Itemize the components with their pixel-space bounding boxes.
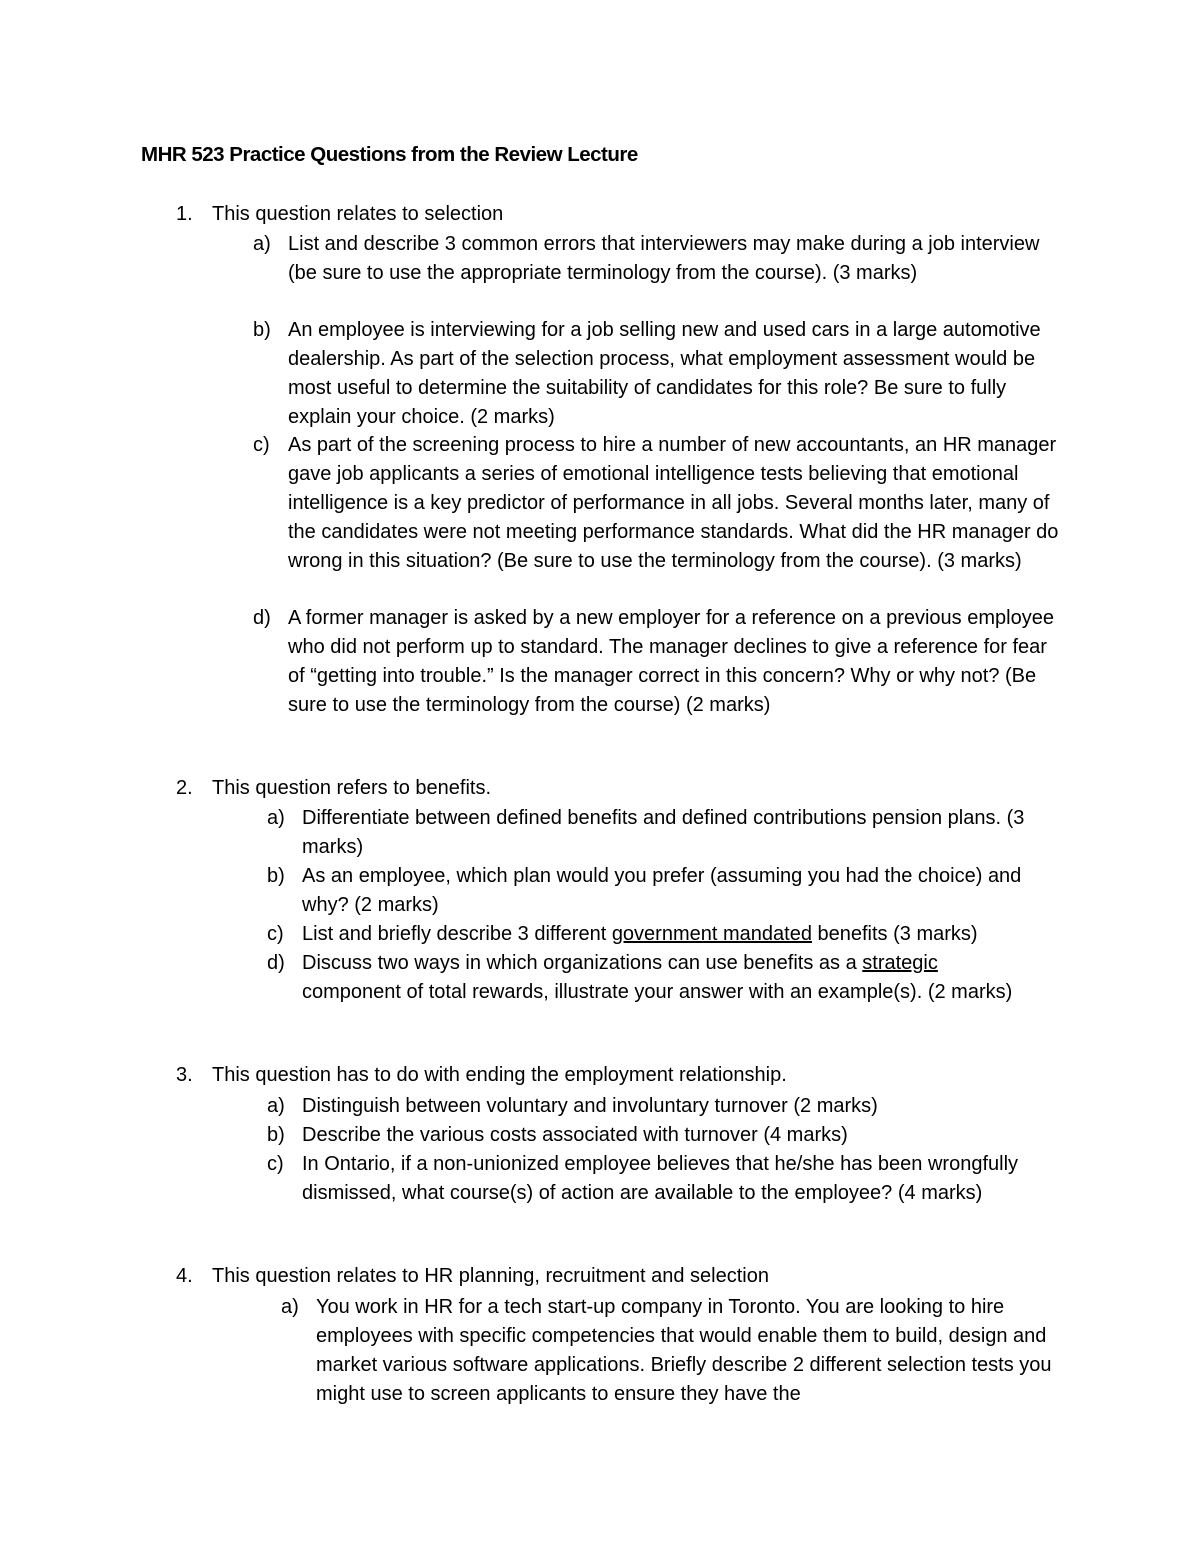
question-text: This question relates to HR planning, recruitment and selection [212, 1265, 769, 1287]
part-label: c) [253, 434, 270, 456]
question-text: This question refers to benefits. [212, 777, 492, 799]
underlined-text: government mandated [611, 923, 812, 945]
underlined-text: strategic [862, 952, 938, 974]
part-label: a) [267, 807, 285, 829]
part-label: b) [267, 1124, 285, 1146]
part-label: b) [267, 865, 285, 887]
part-text: Distinguish between voluntary and involuntary turnover (2 marks) [302, 1095, 878, 1117]
question-part [267, 920, 1102, 949]
question-part [267, 1092, 1062, 1121]
question-part [267, 949, 1032, 1007]
part-text: List and describe 3 common errors that interviewers may make during a job interview (be sure to use the appropriate terminology from the course). (3 marks) [288, 233, 1040, 284]
part-label: a) [253, 233, 271, 255]
question-part [267, 804, 1042, 862]
part-label: a) [267, 1095, 285, 1117]
part-text: List and briefly describe 3 different [302, 923, 612, 945]
question-part [253, 316, 1058, 432]
question-part [267, 1121, 1062, 1150]
part-text: Describe the various costs associated with turnover (4 marks) [302, 1124, 848, 1146]
question-part [267, 1150, 1052, 1208]
question-number: 1. [176, 203, 193, 225]
part-label: b) [253, 319, 271, 341]
question-part [253, 604, 1058, 720]
part-text: An employee is interviewing for a job selling new and used cars in a large automotive dealership. As part of the selection process, what employment assessment would be most useful to determine the suitability of candidates for this role? Be sure to fully explain your choice. (2 marks) [288, 319, 1041, 428]
question-part [267, 862, 1062, 920]
part-text: benefits (3 marks) [811, 923, 978, 945]
part-text: As an employee, which plan would you prefer (assuming you had the choice) and why? (2 marks) [302, 865, 1022, 916]
part-text: Differentiate between defined benefits and defined contributions pension plans. (3 marks) [302, 807, 1025, 858]
question-number: 4. [176, 1265, 193, 1287]
question-number: 2. [176, 777, 193, 799]
question-part [281, 1293, 1056, 1409]
part-text: You work in HR for a tech start-up company in Toronto. You are looking to hire employees with specific competencies that would enable them to build, design and market various software applications. Briefly describe 2 different selection tests you might use to screen applicants to ensure they have the [316, 1296, 1052, 1405]
part-text: In Ontario, if a non-unionized employee believes that he/she has been wrongfully dismissed, what course(s) of action are available to the employee? (4 marks) [302, 1153, 1019, 1204]
question-text: This question has to do with ending the employment relationship. [212, 1064, 787, 1086]
part-label: d) [253, 607, 271, 629]
part-label: d) [267, 952, 285, 974]
question-part [253, 431, 1068, 576]
question-part [253, 230, 1058, 288]
question-text: This question relates to selection [212, 203, 504, 225]
document-title: MHR 523 Practice Questions from the Review Lecture [141, 143, 638, 166]
part-label: a) [281, 1296, 299, 1318]
part-text: Discuss two ways in which organizations can use benefits as a [302, 952, 863, 974]
question-number: 3. [176, 1064, 193, 1086]
part-text: A former manager is asked by a new employer for a reference on a previous employee who did not perform up to standard. The manager declines to give a reference for fear of “getting into trouble.” Is the manager correct in this concern? Why or why not? (Be sure to use the terminology from the course) (2 marks) [288, 607, 1054, 716]
part-text: component of total rewards, illustrate your answer with an example(s). (2 marks) [302, 980, 1013, 1003]
part-label: c) [267, 923, 284, 945]
part-text: As part of the screening process to hire a number of new accountants, an HR manager gave job applicants a series of emotional intelligence tests believing that emotional intelligence is a key predictor of performance in all jobs. Several months later, many of the candidates were not meeting performance standards. What did the HR manager do wrong in this situation? (Be sure to use the terminology from the course). (3 marks) [288, 434, 1059, 572]
part-label: c) [267, 1153, 284, 1175]
